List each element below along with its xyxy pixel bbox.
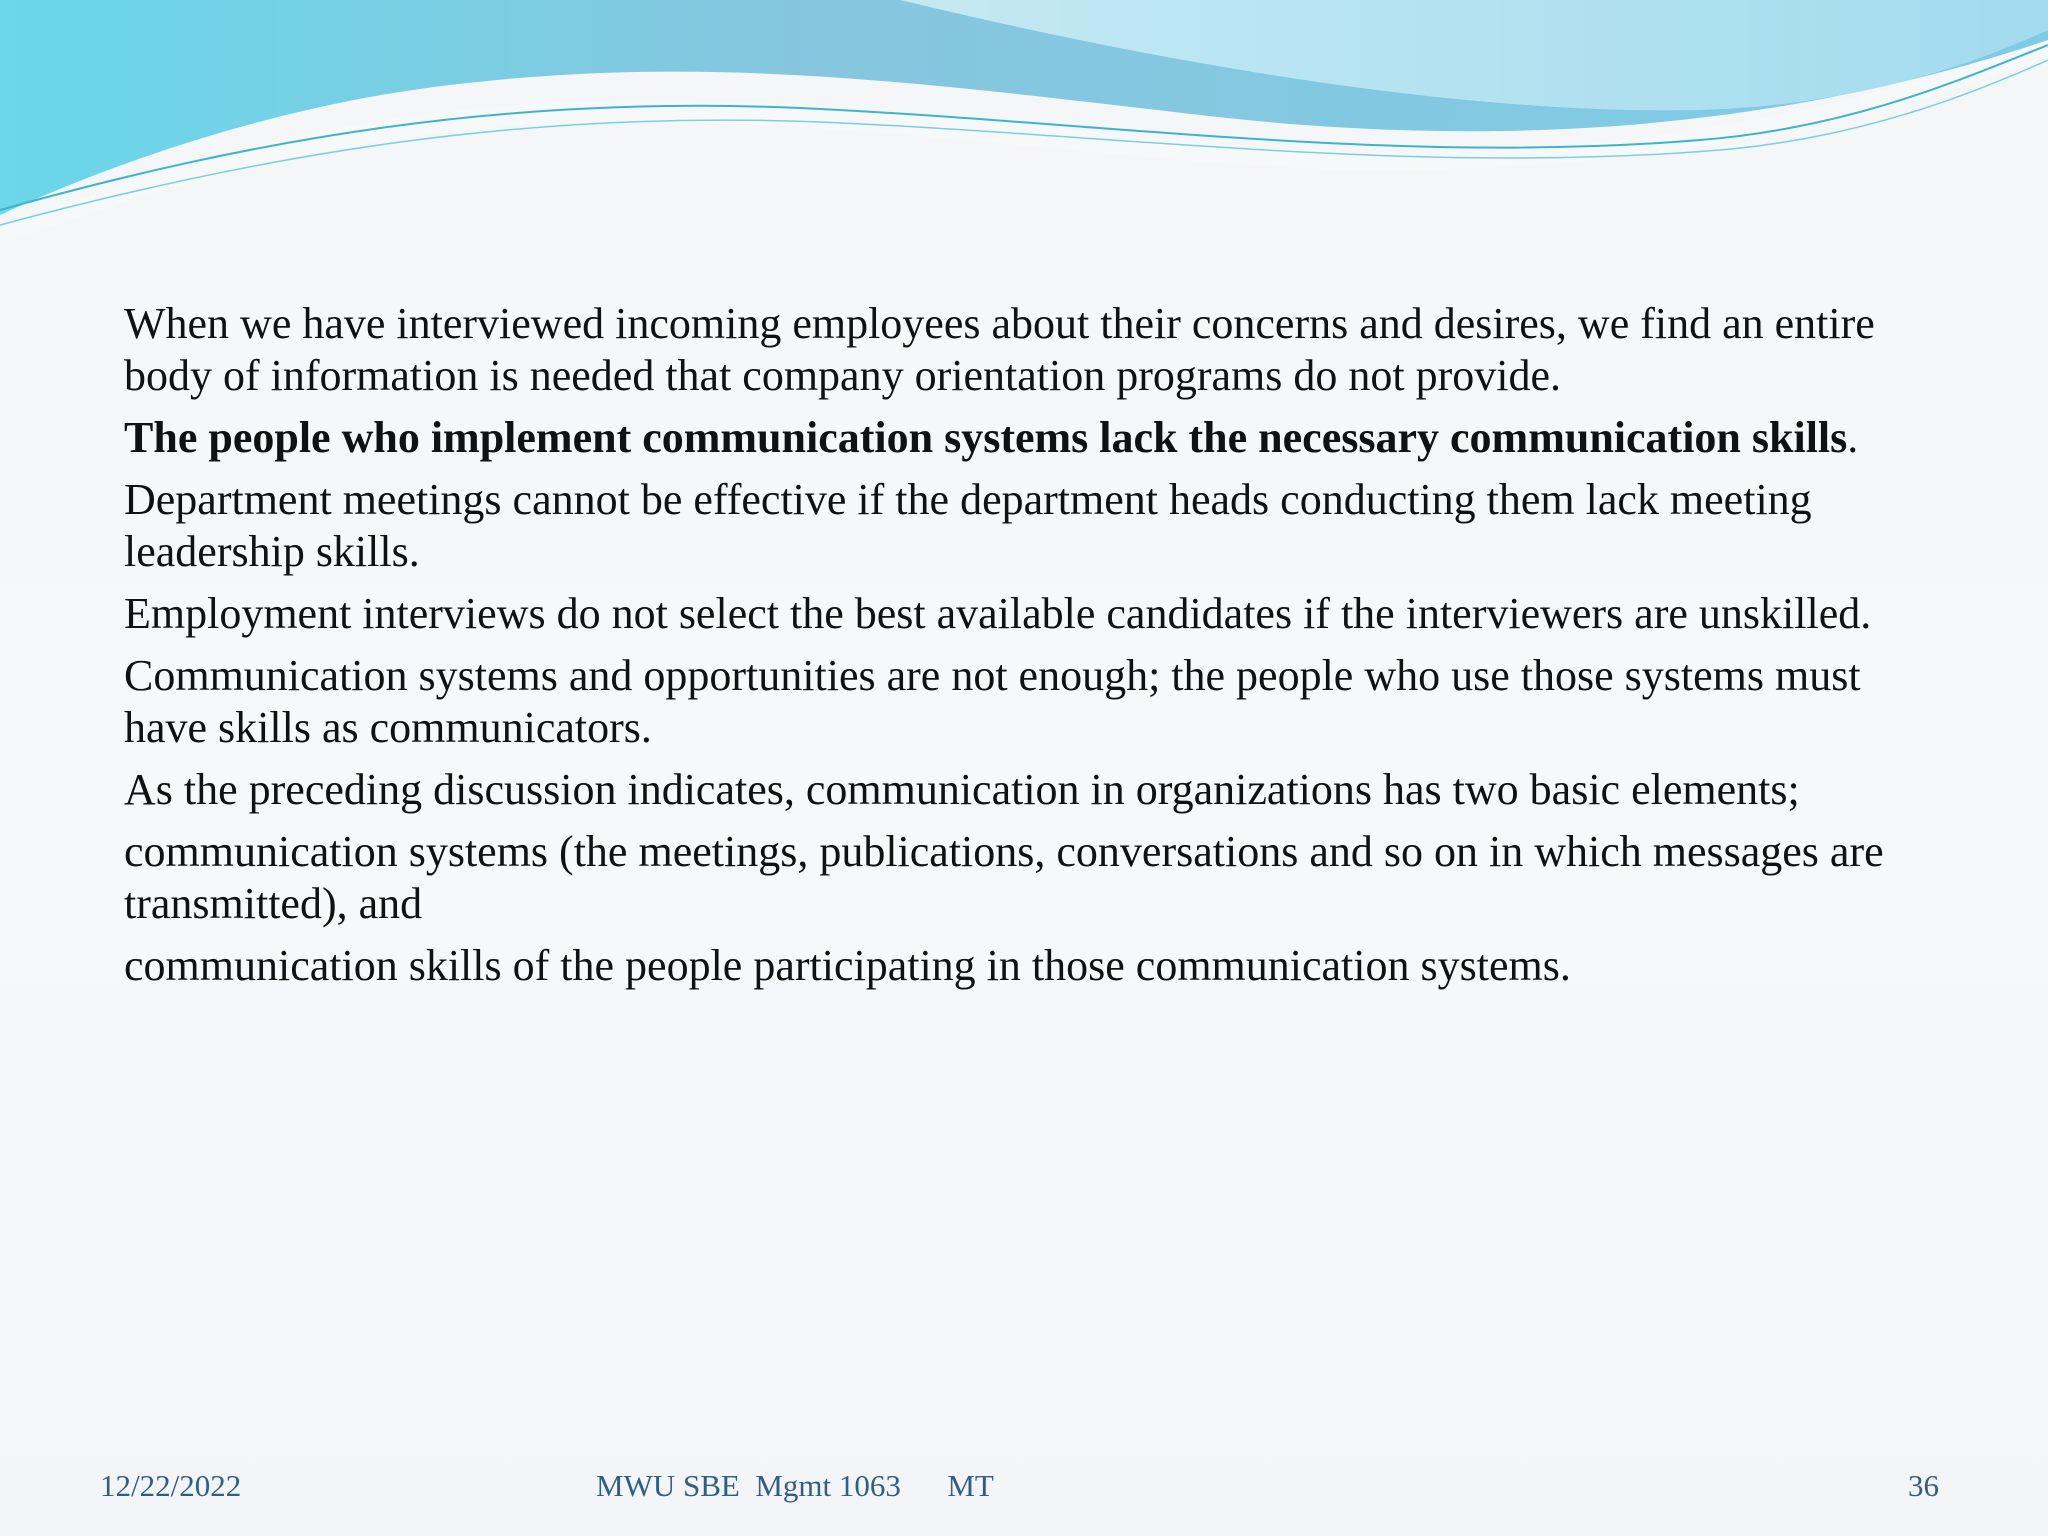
paragraph-communication-systems: communication systems (the meetings, publications, conversations and so on in which messages are transmitted), and (124, 827, 1884, 928)
slide-body (124, 298, 1924, 1002)
paragraph-skills-gap (124, 412, 1924, 464)
paragraph-employment-interviews: Employment interviews do not select the best available candidates if the interviewers are unskilled. (124, 589, 1872, 638)
footer-page-number: 36 (1908, 1468, 1939, 1503)
paragraph-orientation-info: When we have interviewed incoming employees about their concerns and desires, we find an entire body of information is needed that company orientation programs do not provide. (124, 299, 1875, 400)
bold-statement-tail: . (1847, 413, 1859, 462)
paragraph-two-elements: As the preceding discussion indicates, communication in organizations has two basic elements; (124, 765, 1800, 814)
header-wave-decoration (0, 0, 2048, 240)
bold-statement: The people who implement communication systems lack the necessary communication skills (124, 413, 1848, 462)
footer-course: MWU SBE Mgmt 1063 MT (596, 1468, 994, 1503)
footer-date: 12/22/2022 (100, 1468, 242, 1503)
paragraph-department-meetings: Department meetings cannot be effective if the department heads conducting them lack meeting leadership skills. (124, 475, 1812, 576)
paragraph-systems-not-enough: Communication systems and opportunities are not enough; the people who use those systems must have skills as communicators. (124, 651, 1861, 752)
paragraph-communication-skills: communication skills of the people participating in those communication systems. (124, 941, 1571, 990)
